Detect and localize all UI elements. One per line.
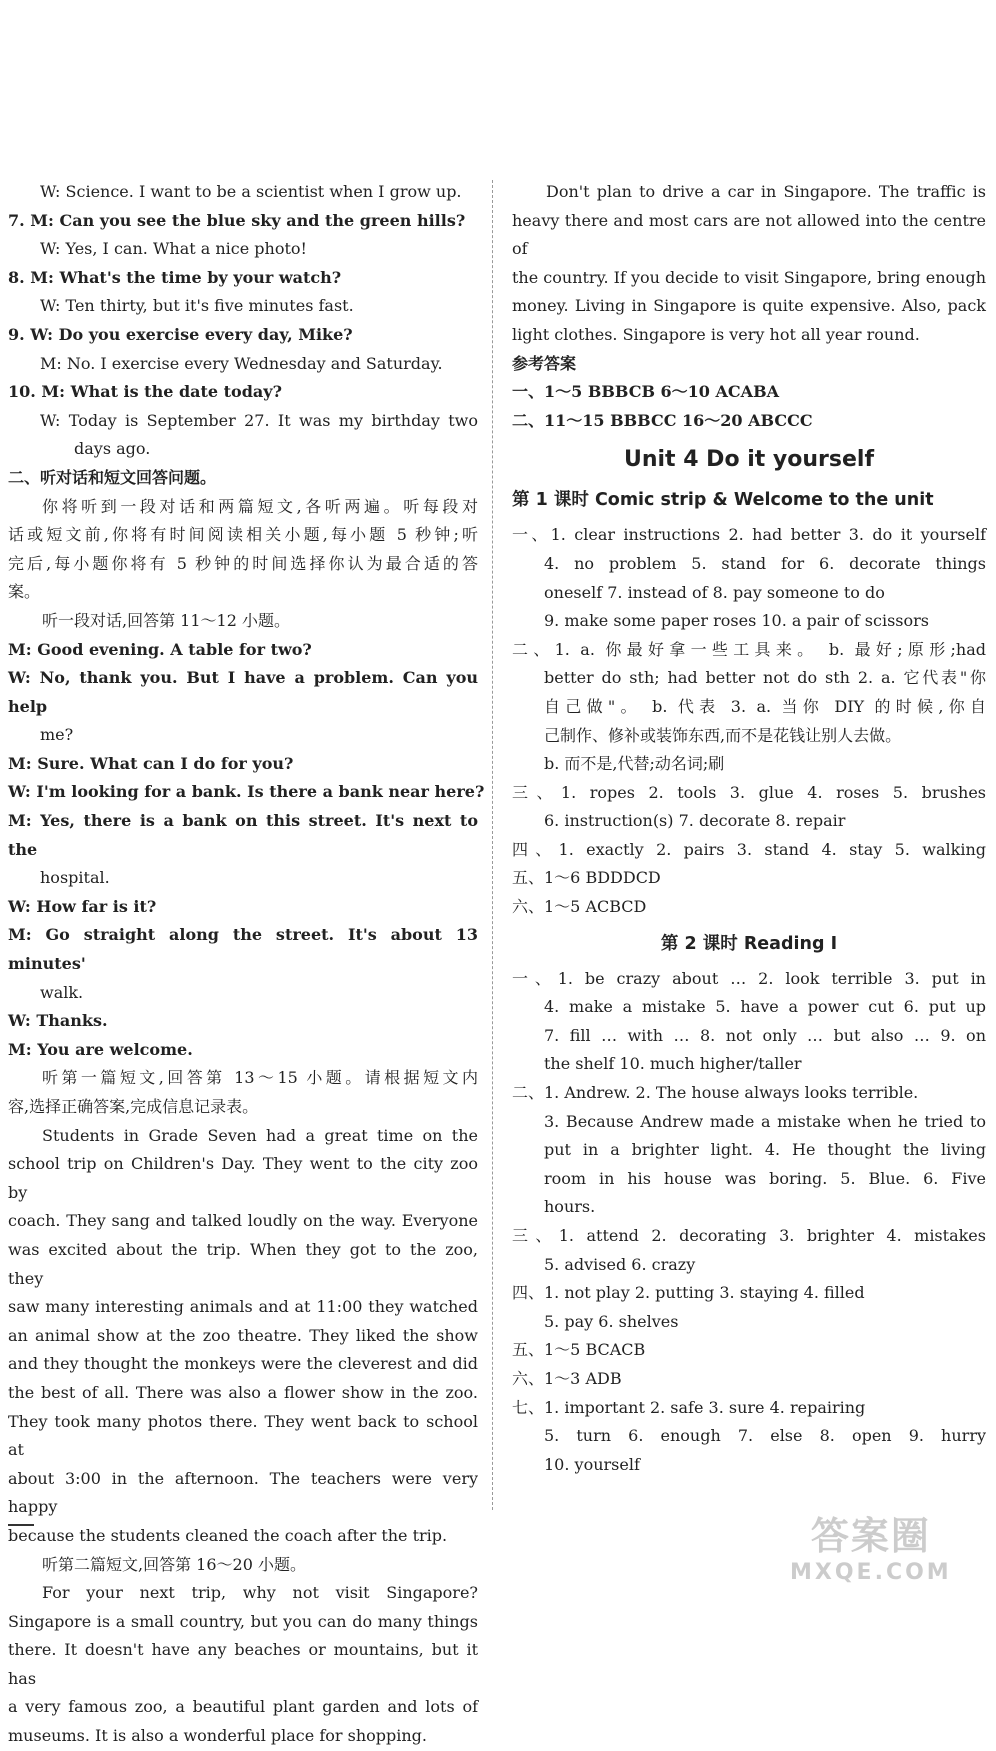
text-line: 5. pay 6. shelves: [544, 1311, 679, 1331]
text-line: a very famous zoo, a beautiful plant garden and lots of: [8, 1697, 478, 1717]
text-line: about 3:00 in the afternoon. The teachers were very happy: [8, 1468, 478, 1517]
text-line: M: Sure. What can I do for you?: [8, 753, 294, 773]
text-line: 六、1～3 ADB: [512, 1368, 622, 1388]
text-line: 6. instruction(s) 7. decorate 8. repair: [544, 811, 846, 831]
lesson1-title: 第 1 课时 Comic strip & Welcome to the unit: [512, 490, 934, 511]
text-line: 四、1. exactly 2. pairs 3. stand 4. stay 5. walking: [512, 839, 986, 859]
text-line: Students in Grade Seven had a great time on the: [42, 1125, 478, 1145]
text-line: 一、1. clear instructions 2. had better 3. do it yourself: [512, 525, 986, 545]
text-line: was excited about the trip. When they got to the zoo, they: [8, 1239, 478, 1288]
text-line: an animal show at the zoo theatre. They liked the show: [8, 1325, 478, 1345]
text-line: put in a brighter light. 4. He thought the living: [544, 1140, 986, 1160]
text-line: school trip on Children's Day. They went to the city zoo by: [8, 1154, 478, 1202]
text-line: 六、1～5 ACBCD: [512, 897, 647, 917]
lesson2-answers: [512, 965, 986, 1480]
text-line: 4. no problem 5. stand for 6. decorate things: [544, 553, 986, 573]
text-line: and they thought the monkeys were the cleverest and did: [8, 1354, 478, 1374]
text-line: W: Today is September 27. It was my birthday two: [40, 410, 478, 430]
unit-title: Unit 4 Do it yourself: [623, 447, 875, 473]
text-line: the country. If you decide to visit Singapore, bring enough: [512, 267, 987, 287]
text-line: 己制作、修补或装饰东西,而不是花钱让别人去做。: [544, 725, 902, 745]
text-line: 你将听到一段对话和两篇短文,各听两遍。听每段对: [42, 496, 478, 516]
text-line: 听第二篇短文,回答第 16～20 小题。: [42, 1554, 306, 1574]
text-line: W: Thanks.: [8, 1011, 108, 1031]
text-line: better do sth; had better not do sth 2. a. 它代表"你: [544, 668, 986, 688]
text-line: days ago.: [74, 439, 151, 459]
text-line: 4. make a mistake 5. have a power cut 6. put up: [544, 997, 986, 1017]
text-line: M: Good evening. A table for two?: [8, 639, 312, 659]
text-line: walk.: [40, 982, 84, 1002]
text-line: saw many interesting animals and at 11:00 they watched: [8, 1297, 478, 1317]
text-line: 三、1. attend 2. decorating 3. brighter 4. mistakes: [512, 1226, 986, 1245]
text-line: Don't plan to drive a car in Singapore. The traffic is: [546, 182, 986, 201]
text-line: M: Yes, there is a bank on this street. It's next to the: [8, 811, 478, 859]
text-line: 话或短文前,你将有时间阅读相关小题,每小题 5 秒钟;听: [8, 525, 478, 545]
text-line: 七、1. important 2. safe 3. sure 4. repairing: [512, 1397, 866, 1417]
text-line: the shelf 10. much higher/taller: [544, 1054, 802, 1074]
text-line: 5. turn 6. enough 7. else 8. open 9. hurry: [544, 1426, 986, 1446]
text-line: the best of all. There was also a flower show in the zoo.: [8, 1382, 478, 1402]
right-column: [512, 178, 986, 1479]
text-line: light clothes. Singapore is very hot all year round.: [512, 324, 920, 344]
text-line: hospital.: [40, 868, 110, 888]
text-line: M: No. I exercise every Wednesday and Saturday.: [40, 353, 443, 373]
text-line: 8. M: What's the time by your watch?: [8, 267, 342, 287]
text-line: 9. W: Do you exercise every day, Mike?: [8, 324, 353, 344]
text-line: W: Ten thirty, but it's five minutes fast.: [40, 296, 354, 316]
text-line: M: You are welcome.: [8, 1039, 193, 1059]
text-line: 完后,每小题你将有 5 秒钟的时间选择你认为最合适的答: [8, 553, 478, 573]
text-line: oneself 7. instead of 8. pay someone to do: [544, 582, 885, 602]
text-line: 五、1～6 BDDDCD: [512, 868, 661, 888]
text-line: 一、1～5 BBBCB 6～10 ACABA: [512, 382, 780, 402]
text-line: 5. advised 6. crazy: [544, 1254, 696, 1274]
text-line: W: How far is it?: [8, 896, 157, 916]
text-line: 五、1～5 BCACB: [512, 1340, 646, 1360]
left-column: [8, 178, 485, 1751]
text-line: Singapore is a small country, but you can do many things: [8, 1611, 478, 1631]
text-line: W: I'm looking for a bank. Is there a bank near here?: [8, 782, 485, 802]
text-line: b. 而不是,代替;动名词;刷: [544, 754, 725, 774]
watermark-text: 答案圈: [810, 1514, 931, 1558]
text-line: 容,选择正确答案,完成信息记录表。: [8, 1097, 259, 1116]
lesson1-answers: [512, 521, 986, 921]
text-line: M: Go straight along the street. It's about 13 minutes': [8, 925, 478, 974]
text-line: there. It doesn't have any beaches or mountains, but it has: [8, 1640, 478, 1688]
text-line: 案。: [8, 582, 41, 602]
text-line: 7. fill … with … 8. not only … but also … 9. on: [544, 1025, 986, 1045]
text-line: 3. Because Andrew made a mistake when he tried to: [544, 1111, 986, 1131]
text-line: 二、11～15 BBBCC 16～20 ABCCC: [512, 410, 813, 430]
text-line: 一、1. be crazy about … 2. look terrible 3. put in: [512, 968, 986, 988]
text-line: W: Science. I want to be a scientist when I grow up.: [40, 182, 462, 201]
text-line: W: Yes, I can. What a nice photo!: [40, 239, 307, 259]
text-line: coach. They sang and talked loudly on the way. Everyone: [8, 1211, 478, 1231]
right-top-text: [512, 178, 986, 435]
watermark-url: MXQE.COM: [790, 1560, 952, 1585]
text-line: 参考答案: [512, 353, 577, 373]
footer-rule: [8, 1524, 34, 1526]
text-line: 三、1. ropes 2. tools 3. glue 4. roses 5. brushes: [512, 782, 986, 802]
text-line: They took many photos there. They went back to school at: [8, 1411, 478, 1460]
text-line: 7. M: Can you see the blue sky and the green hills?: [8, 210, 466, 230]
text-line: 10. yourself: [544, 1454, 640, 1474]
text-line: 9. make some paper roses 10. a pair of scissors: [544, 611, 929, 631]
text-line: because the students cleaned the coach after the trip.: [8, 1525, 448, 1545]
text-line: 二、1. a. 你最好拿一些工具来。 b. 最好;原形;had: [512, 639, 986, 659]
text-line: 听第一篇短文,回答第 13～15 小题。请根据短文内: [42, 1068, 478, 1088]
column-divider: [492, 180, 493, 1510]
lesson2-title: 第 2 课时 Reading Ⅰ: [660, 933, 838, 954]
text-line: W: No, thank you. But I have a problem. Can you help: [8, 668, 478, 716]
text-line: 自己做"。 b. 代表 3. a. 当你 DIY 的时候,你自: [544, 696, 986, 716]
text-line: hours.: [544, 1197, 596, 1217]
text-line: 二、1. Andrew. 2. The house always looks terrible.: [512, 1083, 919, 1103]
text-line: 10. M: What is the date today?: [8, 382, 282, 402]
text-line: room in his house was boring. 5. Blue. 6. Five: [544, 1168, 986, 1188]
text-line: 二、听对话和短文回答问题。: [8, 467, 217, 487]
text-line: me?: [40, 725, 74, 745]
text-line: 听一段对话,回答第 11～12 小题。: [42, 610, 290, 630]
text-line: For your next trip, why not visit Singapore?: [42, 1583, 478, 1603]
watermark-logo: [790, 1505, 952, 1585]
text-line: 四、1. not play 2. putting 3. staying 4. filled: [512, 1283, 865, 1303]
text-line: heavy there and most cars are not allowed into the centre of: [512, 210, 986, 259]
text-line: money. Living in Singapore is quite expensive. Also, pack: [512, 296, 986, 316]
text-line: museums. It is also a wonderful place for shopping.: [8, 1726, 427, 1746]
